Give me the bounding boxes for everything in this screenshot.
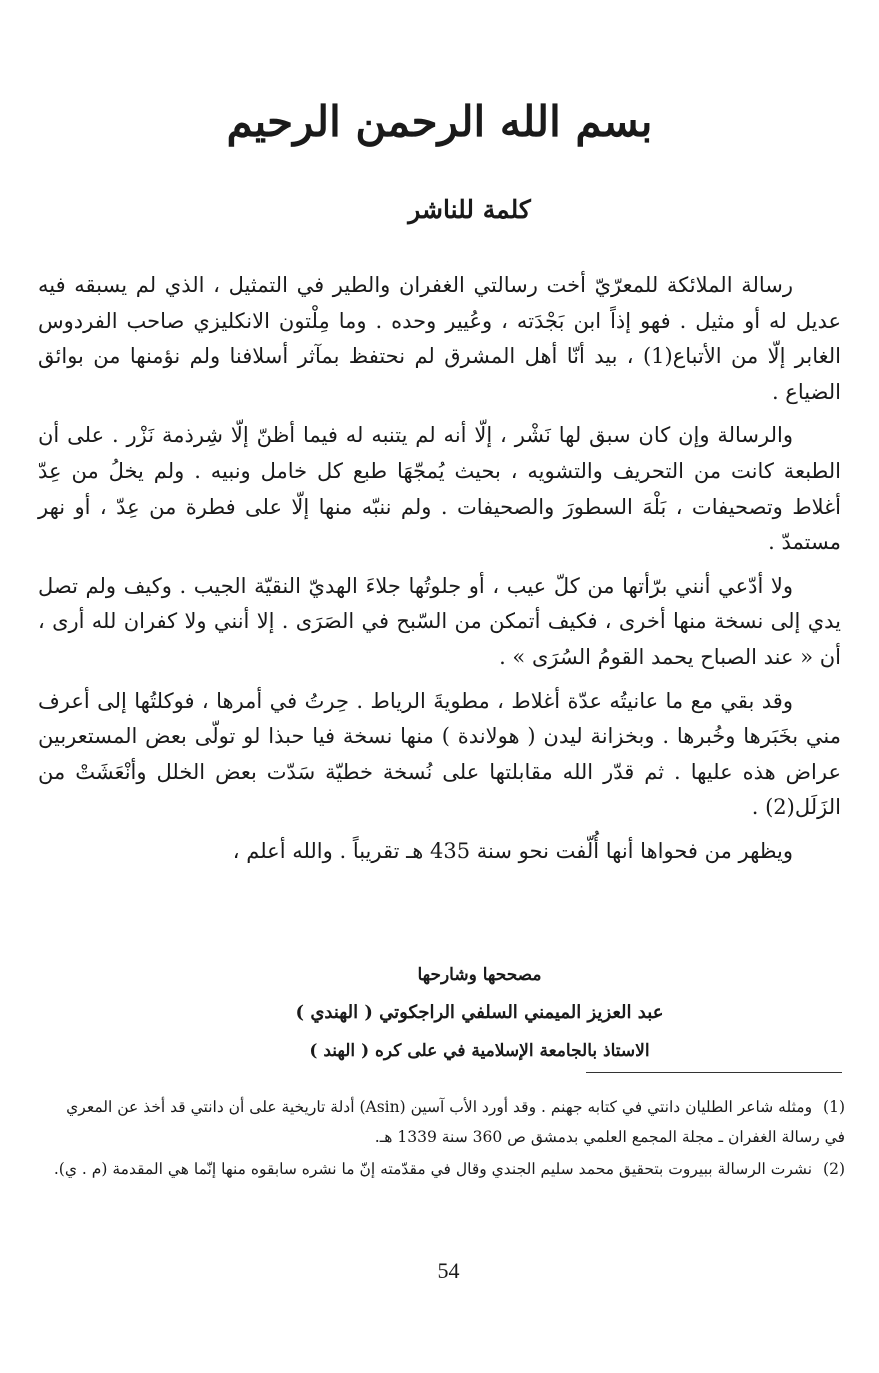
footnote-number: (2): [823, 1160, 845, 1178]
footnote-2: [50, 1154, 845, 1184]
signature-title: الاستاذ بالجامعة الإسلامية في على كره ( الهند ): [309, 1041, 650, 1061]
main-text: [38, 268, 841, 870]
paragraph-4: وقد بقي مع ما عانيتُه عدّة أغلاط ، مطويةَ الرياط . حِرتُ في أمرها ، فوكلتُها إلى أعرف مني بخَبَرها وخُبرها . وبخزانة ليدن ( هولاندة ) منها نسخة فيا حبذا لو تولّى بعض المستعربين عراض هذه عليها . ثم قدّر الله مقابلتها على نُسخة خطيّة سَدّت بعض الخلل وأنْعَشَتْ من الزَلَل(2) .: [38, 688, 841, 820]
footnote-number: (1): [823, 1098, 845, 1116]
footnote-text: نشرت الرسالة ببيروت بتحقيق محمد سليم الجندي وقال في مقدّمته إنّ ما نشره سابقوه منها إنّما هي المقدمة (م . ي).: [53, 1160, 813, 1178]
paragraph-1: رسالة الملائكة للمعرّيّ أخت رسالتي الغفران والطير في التمثيل ، الذي لم يسبقه فيه عديل له أو مثيل . فهو إذاً ابن بَجْدَته ، وعُيير وحده . وما مِلْتون الانكليزي صاحب الفردوس الغابر إلّا من الأتباع(1) ، بيد أنّا أهل المشرق لم نحتفظ بمآثر أسلافنا ولم نؤمنها من بوائق الضياع .: [38, 273, 841, 404]
signature-role: مصححها وشارحها: [417, 965, 542, 985]
basmala: بسم الله الرحمن الرحيم: [226, 97, 653, 146]
paragraph-2: والرسالة وإن كان سبق لها نَشْر ، إلّا أنه لم يتنبه له فيما أظنّ إلّا شِرذمة نَزْر . على أن الطبعة كانت من التحريف والتشويه ، بحيث يُمجّهَا طبع كل خامل ونبيه . ولم يخلُ من عِدّ أغلاط وتصحيفات ، بَلْهَ السطورَ والصحيفات . ولم ننبّه منها إلّا على فطرة من عِدّ ، أو نهر مستمدّ .: [38, 423, 841, 555]
footnote-divider: [586, 1072, 842, 1073]
footnotes: [50, 1092, 845, 1186]
footnote-1: [50, 1092, 845, 1152]
page-title: كلمة للناشر: [408, 195, 531, 224]
footnote-text: ومثله شاعر الطليان دانتي في كتابه جهنم . وقد أورد الأب آسين (Asin) أدلة تاريخية على أن دانتي قد أخذ عن المعري في رسالة الغفران ـ مجلة المجمع العلمي بدمشق ص 360 سنة 1339 هـ.: [66, 1098, 845, 1146]
closing-line: ويظهر من فحواها أنها أُلّفت نحو سنة 435 هـ تقريباً . والله أعلم ،: [232, 838, 793, 863]
paragraph-3: ولا أدّعي أنني برّأتها من كلّ عيب ، أو جلوتُها جلاءَ الهديّ النقيّة الجيب . وكيف ولم تصل يدي إلى نسخة منها أخرى ، فكيف أتمكن من السّبح في الصَرَى . إلا أنني ولا كفران لله أرى ، أن « عند الصباح يحمد القومُ السُرَى » .: [38, 573, 841, 669]
signature-block: [0, 956, 879, 1070]
page-number: 54: [437, 1258, 460, 1283]
signature-name: عبد العزيز الميمني السلفي الراجكوتي ( الهندي ): [295, 1002, 664, 1023]
